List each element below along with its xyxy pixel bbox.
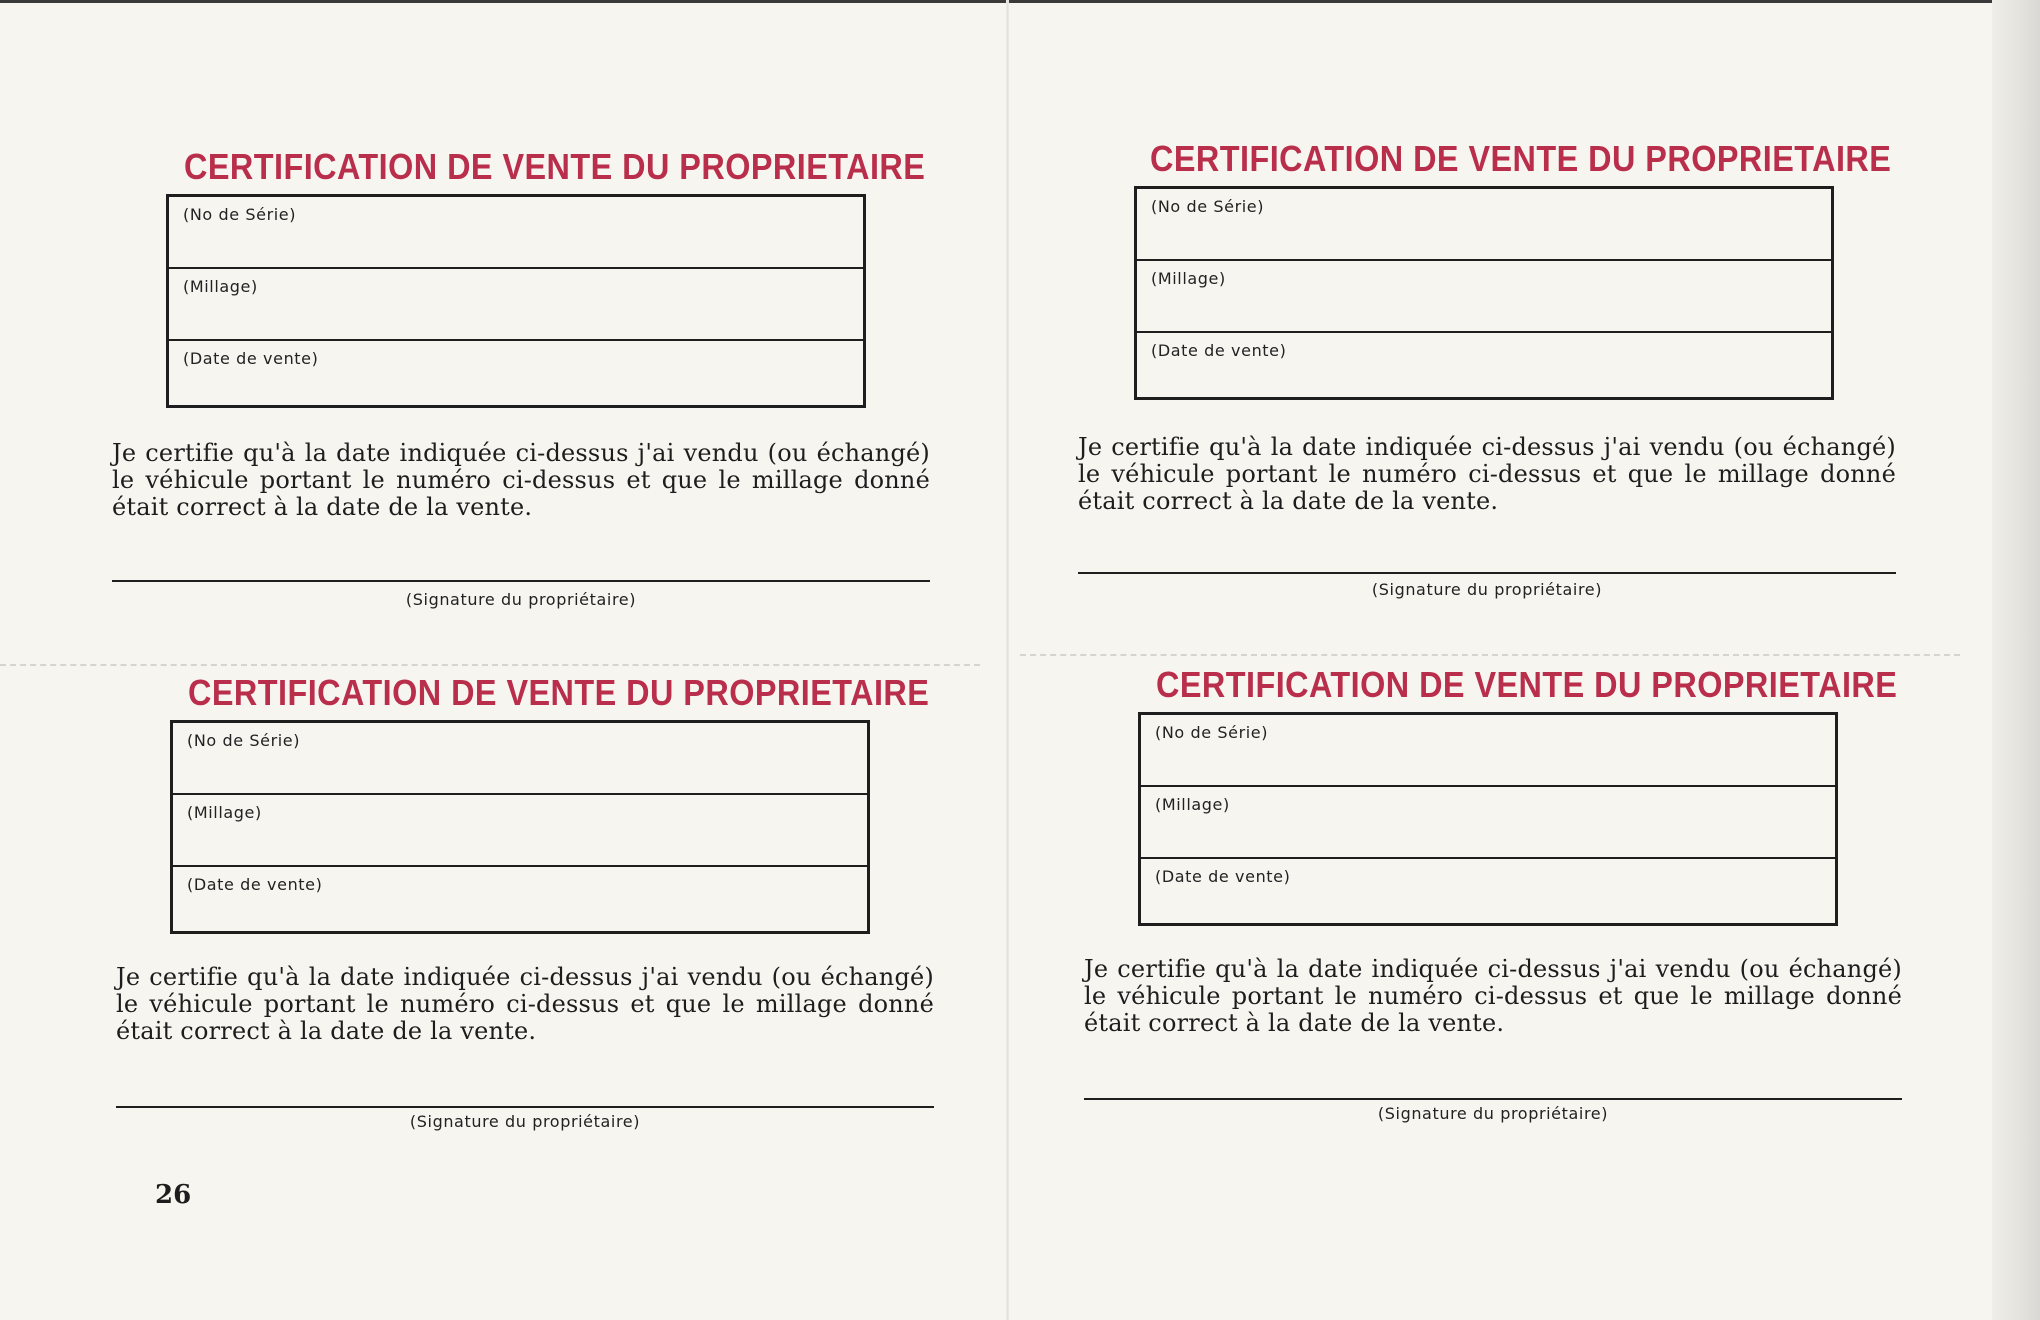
signature-line[interactable]: [1084, 1098, 1902, 1100]
sale-date-field[interactable]: [169, 341, 863, 405]
card-title: CERTIFICATION DE VENTE DU PROPRIETAIRE: [188, 672, 930, 713]
field-label: (Millage): [1151, 269, 1226, 288]
sale-certification-card: [112, 140, 942, 610]
sale-certification-card: [116, 666, 946, 1136]
signature-label: (Signature du propriétaire): [1371, 580, 1603, 599]
field-label: (No de Série): [1155, 723, 1269, 742]
signature-label: (Signature du propriétaire): [409, 1112, 641, 1131]
signature-line[interactable]: [116, 1106, 934, 1108]
page-number: 26: [155, 1180, 192, 1210]
certification-statement: Je certifie qu'à la date indiquée ci-dessus j'ai vendu (ou échangé) le véhicule portant le numéro ci-dessus et que le millage donné était correct à la date de la vente.: [1084, 955, 1902, 1037]
vehicle-info-form: [166, 194, 866, 408]
serial-number-field[interactable]: [1137, 189, 1831, 261]
mileage-field[interactable]: [173, 795, 867, 867]
sale-certification-card: [1084, 658, 1914, 1128]
page-fold: [1006, 0, 1009, 1320]
card-title: CERTIFICATION DE VENTE DU PROPRIETAIRE: [184, 146, 926, 187]
serial-number-field[interactable]: [173, 723, 867, 795]
field-label: (Millage): [187, 803, 262, 822]
signature-label: (Signature du propriétaire): [1377, 1104, 1609, 1123]
mileage-field[interactable]: [169, 269, 863, 341]
sale-date-field[interactable]: [173, 867, 867, 931]
serial-number-field[interactable]: [1141, 715, 1835, 787]
sale-date-field[interactable]: [1141, 859, 1835, 923]
field-label: (Date de vente): [187, 875, 323, 894]
mileage-field[interactable]: [1137, 261, 1831, 333]
card-title: CERTIFICATION DE VENTE DU PROPRIETAIRE: [1156, 664, 1898, 705]
page-right-edge: [1992, 0, 2040, 1320]
signature-line[interactable]: [1078, 572, 1896, 574]
card-title: CERTIFICATION DE VENTE DU PROPRIETAIRE: [1150, 138, 1892, 179]
field-label: (Millage): [183, 277, 258, 296]
page-top-edge: [0, 0, 2040, 3]
certification-statement: Je certifie qu'à la date indiquée ci-dessus j'ai vendu (ou échangé) le véhicule portant le numéro ci-dessus et que le millage donné était correct à la date de la vente.: [1078, 433, 1896, 515]
vehicle-info-form: [170, 720, 870, 934]
sale-date-field[interactable]: [1137, 333, 1831, 397]
vehicle-info-form: [1138, 712, 1838, 926]
signature-line[interactable]: [112, 580, 930, 582]
signature-label: (Signature du propriétaire): [405, 590, 637, 609]
sale-certification-card: [1078, 132, 1908, 602]
field-label: (Date de vente): [183, 349, 319, 368]
field-label: (No de Série): [1151, 197, 1265, 216]
field-label: (No de Série): [187, 731, 301, 750]
field-label: (Date de vente): [1155, 867, 1291, 886]
vehicle-info-form: [1134, 186, 1834, 400]
field-label: (Millage): [1155, 795, 1230, 814]
field-label: (Date de vente): [1151, 341, 1287, 360]
field-label: (No de Série): [183, 205, 297, 224]
certification-statement: Je certifie qu'à la date indiquée ci-dessus j'ai vendu (ou échangé) le véhicule portant le numéro ci-dessus et que le millage donné était correct à la date de la vente.: [112, 439, 930, 521]
mileage-field[interactable]: [1141, 787, 1835, 859]
certification-statement: Je certifie qu'à la date indiquée ci-dessus j'ai vendu (ou échangé) le véhicule portant le numéro ci-dessus et que le millage donné était correct à la date de la vente.: [116, 963, 934, 1045]
serial-number-field[interactable]: [169, 197, 863, 269]
perforation-line-right: [1020, 654, 1960, 656]
